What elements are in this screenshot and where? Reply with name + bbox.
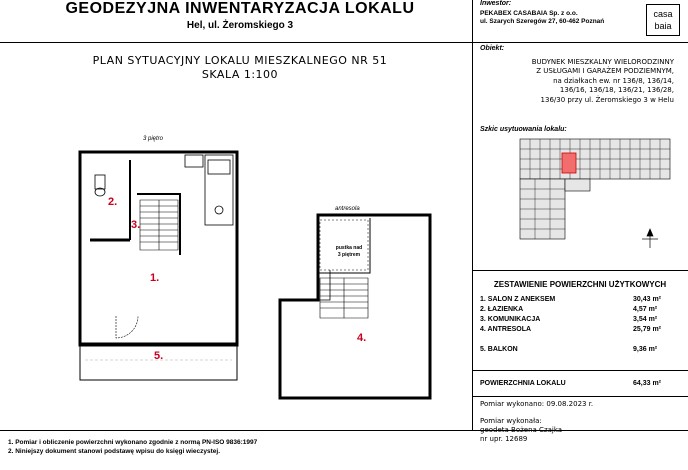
row-value: 25,79 m² bbox=[633, 326, 662, 333]
row-name: 2. ŁAZIENKA bbox=[480, 306, 524, 313]
surveyor-name: geodeta Bożena Czajka bbox=[480, 426, 563, 434]
measurement-by-label: Pomiar wykonała: bbox=[480, 417, 542, 425]
object-line: Z USŁUGAMI I GARAŻEM PODZIEMNYM, bbox=[536, 67, 674, 76]
room-number-2: 2. bbox=[108, 196, 118, 208]
room-number-5: 5. bbox=[154, 350, 164, 362]
footnote: 1. Pomiar i obliczenie powierzchni wykonano zgodnie z normą PN-ISO 9836:1997 bbox=[8, 439, 258, 446]
row-name: 4. ANTRESOLA bbox=[480, 326, 532, 333]
object-line: na działkach ew. nr 136/8, 136/14, bbox=[553, 76, 674, 85]
investor-label: Inwestor: bbox=[480, 0, 512, 7]
column-divider bbox=[472, 0, 473, 430]
room-number-4: 4. bbox=[357, 332, 367, 344]
object-label: Obiekt: bbox=[480, 45, 505, 52]
void-label-line: 3 piętrem bbox=[337, 252, 361, 258]
logo-text-top: casa bbox=[653, 9, 673, 19]
unit-highlight bbox=[562, 153, 576, 173]
investor-name: PEKABEX CASABAIA Sp. z o.o. bbox=[480, 10, 578, 17]
summary-title: ZESTAWIENIE POWIERZCHNI UŻYTKOWYCH bbox=[493, 280, 667, 289]
total-name: POWIERZCHNIA LOKALU bbox=[480, 380, 566, 387]
mezzanine-label: antresola bbox=[335, 206, 360, 212]
summary-table bbox=[480, 296, 680, 346]
summary-top-divider bbox=[472, 270, 688, 271]
row-value: 3,54 m² bbox=[633, 316, 658, 323]
total-value: 64,33 m² bbox=[633, 380, 662, 387]
north-arrow-icon bbox=[642, 229, 658, 248]
logo-text-bottom: baia bbox=[654, 21, 672, 31]
casabaia-logo bbox=[646, 4, 680, 36]
footer-divider bbox=[0, 430, 688, 431]
investor-address: ul. Szarych Szeregów 27, 60-462 Poznań bbox=[480, 18, 605, 25]
plan-scale: SKALA 1:100 bbox=[201, 68, 279, 81]
balcony-row bbox=[480, 346, 680, 355]
void-label bbox=[334, 245, 364, 259]
measurement-date: Pomiar wykonano: 09.08.2023 r. bbox=[480, 400, 594, 408]
room-number-3: 3. bbox=[131, 219, 141, 231]
room-number-1: 1. bbox=[150, 272, 160, 284]
summary-row bbox=[480, 316, 680, 325]
footnotes bbox=[8, 438, 257, 456]
measurement-divider bbox=[472, 396, 688, 397]
row-value: 9,36 m² bbox=[633, 346, 658, 353]
object-description bbox=[480, 58, 674, 105]
staircase bbox=[140, 200, 178, 250]
row-name: 1. SALON Z ANEKSEM bbox=[480, 296, 556, 303]
object-line: 136/30 przy ul. Żeromskiego 3 w Helu bbox=[540, 95, 674, 104]
summary-row bbox=[480, 296, 680, 305]
row-value: 30,43 m² bbox=[633, 296, 662, 303]
object-line: BUDYNEK MIESZKALNY WIELORODZINNY bbox=[531, 58, 674, 66]
site-sketch bbox=[510, 136, 680, 256]
total-divider bbox=[472, 370, 688, 371]
row-value: 4,57 m² bbox=[633, 306, 658, 313]
row-name: 3. KOMUNIKACJA bbox=[480, 316, 541, 323]
floor-label: 3 piętro bbox=[143, 136, 164, 142]
summary-row bbox=[480, 306, 680, 315]
summary-row bbox=[480, 326, 680, 335]
mezzanine-staircase bbox=[320, 278, 368, 318]
total-row bbox=[480, 380, 680, 389]
plan-title-line: PLAN SYTUACYJNY LOKALU MIESZKALNEGO NR 51 bbox=[92, 54, 388, 67]
document-title: GEODEZYJNA INWENTARYZACJA LOKALU bbox=[65, 0, 415, 17]
row-name: 5. BALKON bbox=[480, 346, 518, 353]
document-address: Hel, ul. Żeromskiego 3 bbox=[186, 20, 294, 31]
surveyor-license: nr upr. 12689 bbox=[480, 435, 528, 443]
void-label-line: pustka nad bbox=[335, 245, 363, 251]
footnote: 2. Niniejszy dokument stanowi podstawę wpisu do księgi wieczystej. bbox=[8, 448, 221, 455]
object-line: 136/16, 136/18, 136/21, 136/28, bbox=[559, 86, 674, 95]
sketch-label: Szkic usytuowania lokalu: bbox=[480, 126, 567, 133]
